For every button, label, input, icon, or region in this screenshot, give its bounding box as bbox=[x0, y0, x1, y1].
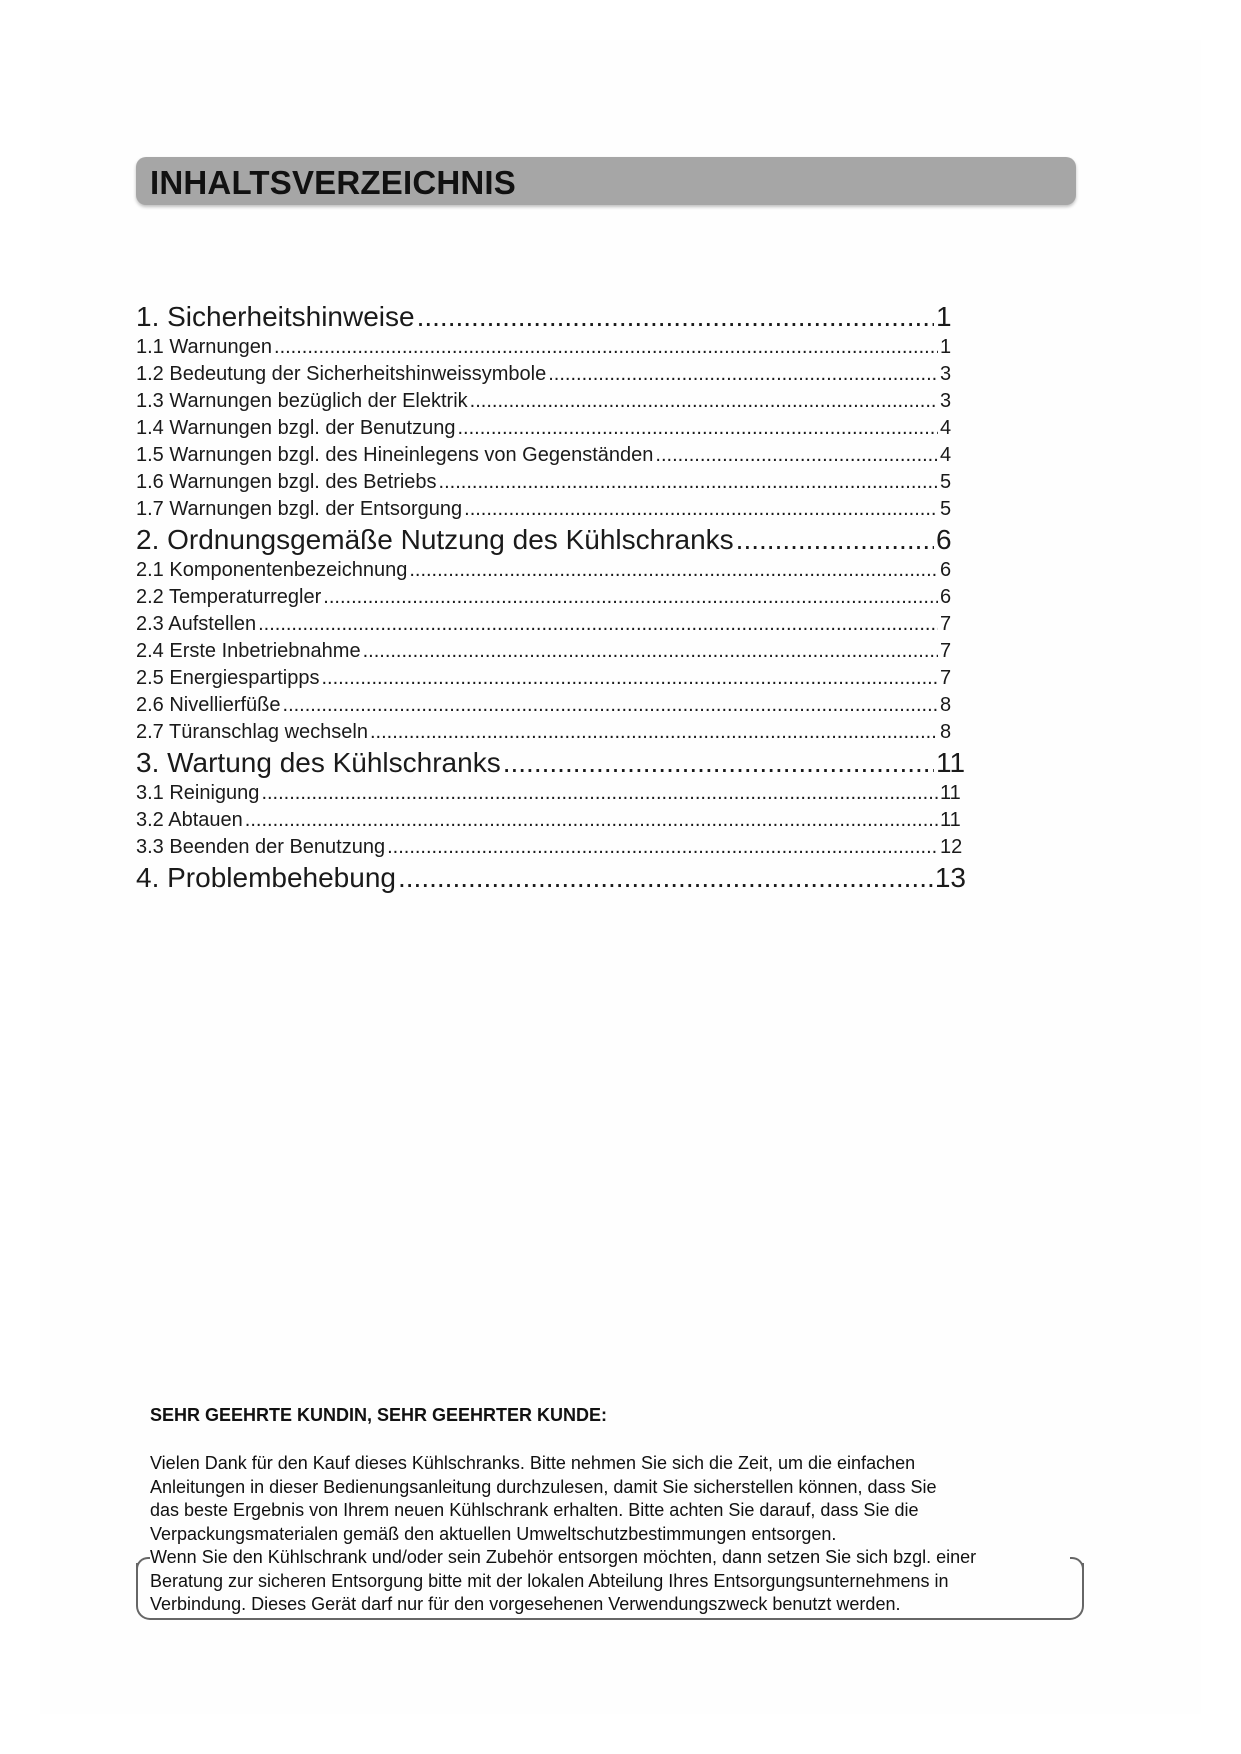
toc-heading-bar bbox=[136, 157, 1076, 205]
toc-entry-label: 2.7 Türanschlag wechseln bbox=[136, 721, 368, 743]
toc-entry-page: 7 bbox=[940, 667, 952, 689]
toc-entry-page: 1 bbox=[936, 301, 952, 332]
toc-entry-label: 2.2 Temperaturregler bbox=[136, 586, 322, 608]
greeting-line: Verpackungsmaterialen gemäß den aktuellen Umweltschutzbestimmungen entsorgen. bbox=[150, 1523, 837, 1544]
toc-section[interactable] bbox=[136, 361, 966, 388]
toc-entry-page: 7 bbox=[940, 640, 952, 662]
toc-entry-label: 1.1 Warnungen bbox=[136, 336, 273, 358]
toc-chapter[interactable] bbox=[136, 523, 966, 557]
toc-section[interactable] bbox=[136, 415, 966, 442]
toc-section[interactable] bbox=[136, 334, 966, 361]
toc-entry-label: 1.7 Warnungen bzgl. der Entsorgung bbox=[136, 498, 463, 520]
toc-section[interactable] bbox=[136, 557, 966, 584]
toc-entry-label: 2.3 Aufstellen bbox=[136, 613, 257, 635]
toc-section[interactable] bbox=[136, 780, 966, 807]
toc-leader-dots bbox=[417, 300, 934, 334]
toc-entry-label: 3.3 Beenden der Benutzung bbox=[136, 836, 386, 858]
toc-leader-dots bbox=[321, 665, 938, 692]
toc-entry-label: 2.4 Erste Inbetriebnahme bbox=[136, 640, 361, 662]
toc-leader-dots bbox=[363, 638, 938, 665]
toc-entry-page: 6 bbox=[940, 559, 952, 581]
toc-leader-dots bbox=[245, 807, 938, 834]
toc-leader-dots bbox=[409, 557, 938, 584]
toc-entry-page: 5 bbox=[940, 471, 952, 493]
toc-leader-dots bbox=[470, 388, 938, 415]
toc-entry-page: 4 bbox=[940, 444, 952, 466]
toc-leader-dots bbox=[387, 834, 938, 861]
toc-leader-dots bbox=[439, 469, 938, 496]
toc-entry-label: 1.5 Warnungen bzgl. des Hineinlegens von Gegenständen bbox=[136, 444, 654, 466]
toc-section[interactable] bbox=[136, 692, 966, 719]
toc-entry-label: 3.1 Reinigung bbox=[136, 782, 260, 804]
greeting-line: Vielen Dank für den Kauf dieses Kühlschranks. Bitte nehmen Sie sich die Zeit, um die einfachen bbox=[150, 1453, 916, 1473]
toc-entry-page: 4 bbox=[940, 417, 952, 439]
toc-section[interactable] bbox=[136, 834, 966, 861]
toc-section[interactable] bbox=[136, 496, 966, 523]
toc-entry-label: 2. Ordnungsgemäße Nutzung des Kühlschranks bbox=[136, 524, 734, 555]
greeting-line: Anleitungen in dieser Bedienungsanleitung durchzulesen, damit Sie sicherstellen können, dass Sie bbox=[150, 1476, 937, 1497]
toc-heading: INHALTSVERZEICHNIS bbox=[150, 164, 517, 201]
greeting-bracket-frame bbox=[136, 1563, 1084, 1620]
toc-leader-dots bbox=[261, 780, 938, 807]
toc-entry-label: 1. Sicherheitshinweise bbox=[136, 301, 415, 332]
toc-leader-dots bbox=[398, 861, 933, 895]
toc-leader-dots bbox=[736, 523, 934, 557]
toc-entry-label: 4. Problembehebung bbox=[136, 862, 396, 893]
toc-entry-label: 2.5 Energiespartipps bbox=[136, 667, 320, 689]
toc-leader-dots bbox=[258, 611, 938, 638]
toc-leader-dots bbox=[274, 334, 938, 361]
toc-entry-page: 3 bbox=[940, 390, 952, 412]
toc-entry-page: 11 bbox=[940, 809, 961, 831]
toc-leader-dots bbox=[283, 692, 938, 719]
toc-section[interactable] bbox=[136, 719, 966, 746]
greeting-line: das beste Ergebnis von Ihrem neuen Kühlschrank erhalten. Bitte achten Sie darauf, dass Sie die bbox=[150, 1500, 919, 1520]
toc-leader-dots bbox=[464, 496, 938, 523]
toc-section[interactable] bbox=[136, 584, 966, 611]
toc-entry-page: 8 bbox=[940, 694, 952, 716]
toc-section[interactable] bbox=[136, 442, 966, 469]
toc-leader-dots bbox=[503, 746, 934, 780]
toc-entry-label: 1.6 Warnungen bzgl. des Betriebs bbox=[136, 471, 437, 493]
toc-leader-dots bbox=[548, 361, 938, 388]
toc-leader-dots bbox=[457, 415, 938, 442]
toc-entry-label: 1.3 Warnungen bezüglich der Elektrik bbox=[136, 390, 468, 412]
greeting-line: Verbindung. Dieses Gerät darf nur für den vorgesehenen Verwendungszweck benutzt werden. bbox=[150, 1594, 901, 1614]
greeting-title: SEHR GEEHRTE KUNDIN, SEHR GEEHRTER KUNDE: bbox=[150, 1405, 608, 1425]
toc-entry-page: 6 bbox=[936, 524, 952, 555]
toc-chapter[interactable] bbox=[136, 746, 966, 780]
toc-section[interactable] bbox=[136, 638, 966, 665]
toc-entry-page: 1 bbox=[940, 336, 952, 358]
toc-entry-label: 2.6 Nivellierfüße bbox=[136, 694, 281, 716]
toc-entry-label: 3.2 Abtauen bbox=[136, 809, 243, 831]
toc-entry-page: 6 bbox=[940, 586, 952, 608]
toc-entry-label: 1.4 Warnungen bzgl. der Benutzung bbox=[136, 417, 456, 439]
table-of-contents bbox=[136, 300, 966, 895]
greeting-line: Wenn Sie den Kühlschrank und/oder sein Zubehör entsorgen möchten, dann setzen Sie sich bzgl. einer bbox=[150, 1547, 977, 1567]
toc-leader-dots bbox=[655, 442, 938, 469]
toc-entry-label: 3. Wartung des Kühlschranks bbox=[136, 747, 501, 778]
toc-entry-page: 12 bbox=[940, 836, 963, 858]
toc-section[interactable] bbox=[136, 807, 966, 834]
toc-leader-dots bbox=[323, 584, 938, 611]
toc-chapter[interactable] bbox=[136, 861, 966, 895]
toc-entry-page: 7 bbox=[940, 613, 952, 635]
toc-section[interactable] bbox=[136, 388, 966, 415]
greeting-line: Beratung zur sicheren Entsorgung bitte mit der lokalen Abteilung Ihres Entsorgungsunternehmens in bbox=[150, 1570, 949, 1591]
toc-entry-page: 3 bbox=[940, 363, 952, 385]
toc-section[interactable] bbox=[136, 611, 966, 638]
toc-entry-page: 13 bbox=[934, 862, 966, 893]
toc-section[interactable] bbox=[136, 665, 966, 692]
toc-entry-page: 11 bbox=[936, 747, 966, 778]
toc-section[interactable] bbox=[136, 469, 966, 496]
toc-chapter[interactable] bbox=[136, 300, 966, 334]
toc-entry-page: 5 bbox=[940, 498, 952, 520]
toc-entry-label: 1.2 Bedeutung der Sicherheitshinweissymbole bbox=[136, 363, 547, 385]
toc-entry-page: 11 bbox=[940, 782, 961, 804]
toc-entry-label: 2.1 Komponentenbezeichnung bbox=[136, 559, 408, 581]
toc-entry-page: 8 bbox=[940, 721, 952, 743]
toc-leader-dots bbox=[370, 719, 938, 746]
